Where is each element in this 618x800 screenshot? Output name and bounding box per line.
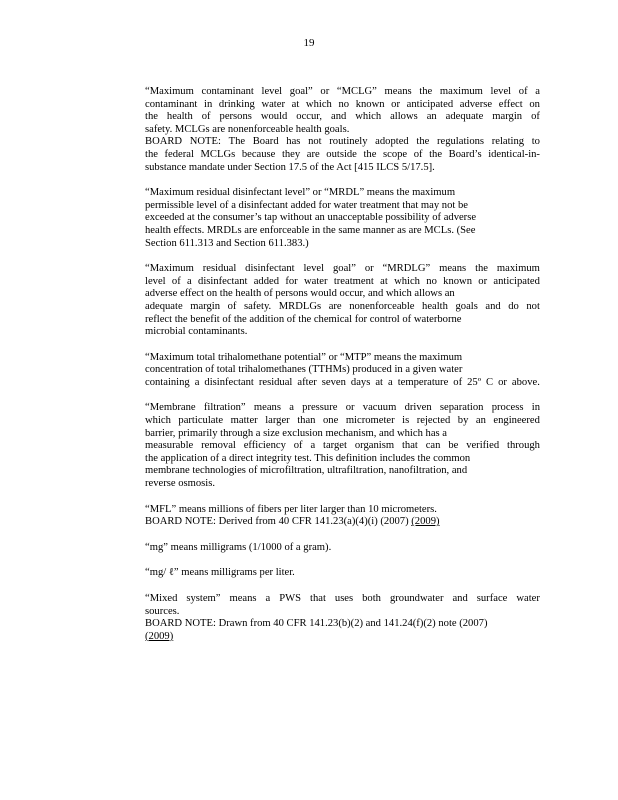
word: both [362, 593, 381, 604]
line-text: permissible level of a disinfectant added for water treatment that may not be [145, 199, 468, 211]
word: identical-in- [488, 148, 540, 160]
word: the [416, 136, 430, 148]
word: of [531, 111, 540, 123]
line-text: microbial contaminants. [145, 326, 248, 338]
word: of [171, 275, 181, 287]
text-line [145, 136, 540, 149]
word: treatment [333, 275, 374, 287]
word: allows [390, 111, 418, 123]
word: a [535, 86, 540, 97]
word: process [491, 402, 524, 414]
word: regulations [436, 136, 485, 148]
definition-paragraph [145, 542, 540, 555]
word: anticipated [406, 98, 454, 110]
word: which [394, 275, 420, 287]
word: level [490, 86, 512, 97]
line-text: sources. [145, 605, 180, 617]
word: can [425, 440, 441, 452]
word: vacuum [362, 402, 397, 414]
word: matter [230, 415, 258, 427]
word: Board’s [448, 148, 482, 160]
word: which [305, 98, 332, 110]
definition-paragraph [145, 567, 540, 580]
word: efficiency [243, 440, 286, 452]
word: water [261, 98, 285, 110]
word: a [194, 376, 200, 388]
word: measurable [145, 440, 194, 452]
word: be [448, 440, 459, 452]
line-text: the application of a direct integrity test. This definition includes the common [145, 452, 471, 464]
word: particulate [178, 415, 224, 427]
word: the [475, 263, 489, 275]
word: days [350, 376, 371, 388]
definition-paragraph [145, 263, 540, 339]
word: filtration” [203, 402, 246, 414]
page-number: 19 [303, 37, 315, 49]
word: disinfectant [198, 275, 248, 287]
line-text: reflect the benefit of the addition of the chemical for control of waterborne [145, 313, 462, 325]
text-line [145, 428, 540, 441]
word: means [253, 402, 281, 414]
word: of [227, 300, 237, 312]
word: uses [334, 593, 354, 604]
word: surface [476, 593, 508, 604]
line-text: membrane technologies of microfiltration, ultrafiltration, nanofiltration, and [145, 465, 468, 477]
word: “MRDLG” [382, 263, 431, 275]
word: drinking [218, 98, 255, 110]
text-line [145, 352, 540, 365]
word: verified [466, 440, 500, 452]
word: at [291, 98, 300, 110]
text-line [145, 263, 540, 276]
word: or [320, 86, 330, 97]
word: they [281, 148, 301, 160]
definition-paragraph [145, 352, 540, 390]
definition-paragraph [145, 504, 540, 529]
line-text: “Maximum residual disinfectant level” or “MRDL” means the maximum [145, 187, 456, 199]
word: larger [265, 415, 290, 427]
word: for [285, 275, 298, 287]
word: because [241, 148, 276, 160]
word: which [355, 111, 382, 123]
text-line [145, 618, 540, 631]
word: micrometer [345, 415, 395, 427]
word: by [457, 415, 469, 427]
text-line [145, 149, 540, 162]
word: is [402, 415, 410, 427]
definition-paragraph [145, 187, 540, 250]
word: no [338, 98, 350, 110]
text-line [145, 238, 540, 251]
word: of [453, 376, 463, 388]
word: or [498, 376, 507, 388]
word: persons [219, 111, 252, 123]
line-text: exceeded at the consumer’s tap without an unacceptable possibility of adverse [145, 212, 477, 224]
word: adequate [145, 300, 183, 312]
word: containing [145, 376, 190, 388]
text-line [145, 99, 540, 112]
word: the [429, 148, 443, 160]
word: one [323, 415, 339, 427]
line-text: “MFL” means millions of fibers per liter larger than 10 micrometers. [145, 503, 437, 515]
word: no [426, 275, 437, 287]
word: known [443, 275, 472, 287]
text-line [145, 542, 540, 555]
word: maximum [496, 263, 540, 275]
text-line [145, 377, 540, 390]
word: anticipated [493, 275, 540, 287]
word: water [303, 275, 328, 287]
text-line [145, 453, 540, 466]
word: The [228, 136, 246, 148]
line-text: safety. MCLGs are nonenforceable health goals. [145, 123, 350, 135]
word: are [328, 300, 342, 312]
word: of [293, 440, 303, 452]
word: contaminant [201, 86, 254, 97]
line-text: BOARD NOTE: Drawn from 40 CFR 141.23(b)(2) and 141.24(f)(2) note (2007) [145, 618, 488, 630]
text-line [145, 276, 540, 289]
line-text: Section 611.313 and Section 611.383.) [145, 237, 309, 249]
word: through [507, 440, 540, 452]
line-text: “mg/ ℓ” means milligrams per liter. [145, 567, 295, 579]
word: an [426, 111, 437, 123]
line-text: substance mandate under Section 17.5 of the Act [415 ILCS 5/17.5]. [145, 161, 435, 173]
page-body [145, 86, 540, 656]
word: added [253, 275, 280, 287]
word: disinfectant [245, 263, 295, 275]
line-text: reverse osmosis. [145, 478, 216, 490]
text-line [145, 326, 540, 339]
text-line [145, 440, 540, 453]
word: would [260, 111, 288, 123]
line-text: concentration of total trihalomethanes (TTHMs) produced in a given water [145, 364, 463, 376]
word: C [486, 376, 494, 388]
word: and [331, 111, 347, 123]
text-line [145, 364, 540, 377]
inserted-text: (2009) [411, 516, 440, 528]
word: of [201, 111, 211, 123]
line-text: adverse effect on the health of persons would occur, and which allows an [145, 288, 455, 300]
word: a [388, 376, 393, 388]
word: system” [186, 593, 221, 604]
word: MCLGs [200, 148, 236, 160]
text-line [145, 631, 540, 644]
word: a [310, 440, 316, 452]
text-line [145, 212, 540, 225]
word: which [145, 415, 171, 427]
word: on [529, 98, 540, 110]
word: of [413, 148, 423, 160]
word: MRDLGs [278, 300, 322, 312]
text-line [145, 314, 540, 327]
word: health [422, 300, 448, 312]
text-line [145, 225, 540, 238]
word: removal [201, 440, 236, 452]
word: than [297, 415, 316, 427]
word: BOARD [145, 136, 183, 148]
word: the [363, 148, 377, 160]
word: residual [202, 263, 237, 275]
word: the [145, 148, 158, 160]
text-line [145, 606, 540, 619]
word: known [355, 98, 385, 110]
word: means [229, 593, 257, 604]
word: target [323, 440, 347, 452]
word: effect [498, 98, 523, 110]
line-text: BOARD NOTE: Derived from 40 CFR 141.23(a)(4)(i) (2007) [145, 516, 412, 528]
word: or [391, 98, 400, 110]
word: “Maximum [145, 263, 194, 275]
word: adopted [375, 136, 409, 148]
line-text: “Maximum total trihalomethane potential” or “MTP” means the maximum [145, 351, 463, 363]
word: level [261, 86, 283, 97]
word: Board [252, 136, 279, 148]
word: driven [404, 402, 432, 414]
word: temperature [397, 376, 449, 388]
word: at [380, 275, 388, 287]
word: contaminant [145, 98, 198, 110]
word: rejected [416, 415, 451, 427]
word: an [475, 415, 486, 427]
text-line [145, 111, 540, 124]
text-line [145, 593, 540, 606]
word: pressure [302, 402, 338, 414]
word: margin [190, 300, 221, 312]
word: residual [258, 376, 293, 388]
text-line [145, 516, 540, 529]
word: 25º [467, 376, 482, 388]
word: or [345, 402, 355, 414]
word: goal” [289, 86, 313, 97]
text-line [145, 86, 540, 99]
word: or [478, 275, 488, 287]
text-line [145, 402, 540, 415]
word: not [526, 300, 540, 312]
word: a [187, 275, 192, 287]
text-line [145, 187, 540, 200]
word: scope [383, 148, 408, 160]
word: a [289, 402, 294, 414]
word: in [204, 98, 213, 110]
line-text: barrier, primarily through a size exclusion mechanism, and which has a [145, 427, 447, 439]
text-line [145, 124, 540, 137]
word: that [401, 440, 418, 452]
text-line [145, 465, 540, 478]
word: above. [511, 376, 540, 388]
text-line [145, 162, 540, 175]
word: of [518, 86, 528, 97]
word: do [508, 300, 519, 312]
word: not [308, 136, 322, 148]
text-line [145, 567, 540, 580]
word: that [310, 593, 326, 604]
word: means [384, 86, 412, 97]
word: after [297, 376, 317, 388]
definition-paragraph [145, 593, 540, 643]
inserted-text: (2009) [145, 630, 174, 642]
word: seven [321, 376, 346, 388]
line-text: “mg” means milligrams (1/1000 of a gram). [145, 541, 332, 553]
word: maximum [439, 86, 483, 97]
word: a [265, 593, 271, 604]
word: to [531, 136, 540, 148]
word: and [485, 300, 501, 312]
word: outside [326, 148, 357, 160]
word: “MCLG” [336, 86, 377, 97]
word: disinfectant [204, 376, 254, 388]
word: the [145, 111, 158, 123]
word: in [531, 402, 540, 414]
word: organism [354, 440, 395, 452]
word: are [306, 148, 320, 160]
word: “Membrane [145, 402, 196, 414]
word: level [303, 263, 325, 275]
text-line [145, 504, 540, 517]
word: separation [439, 402, 484, 414]
word: PWS [279, 593, 302, 604]
word: or [364, 263, 374, 275]
definition-paragraph [145, 86, 540, 174]
word: NOTE: [189, 136, 221, 148]
word: level [145, 275, 166, 287]
word: “Maximum [145, 86, 194, 97]
text-line [145, 200, 540, 213]
word: and [452, 593, 468, 604]
text-line [145, 301, 540, 314]
text-line [145, 478, 540, 491]
definition-paragraph [145, 402, 540, 490]
line-text: health effects. MRDLs are enforceable in the same manner as are MCLs. (See [145, 224, 476, 236]
word: routinely [329, 136, 368, 148]
word: means [439, 263, 467, 275]
word: “Mixed [145, 593, 178, 604]
word: occur, [296, 111, 323, 123]
word: has [286, 136, 301, 148]
word: at [375, 376, 383, 388]
word: safety. [243, 300, 272, 312]
word: federal [164, 148, 194, 160]
word: adverse [459, 98, 493, 110]
text-line [145, 288, 540, 301]
word: goals [455, 300, 478, 312]
text-line [145, 415, 540, 428]
word: adequate [445, 111, 484, 123]
word: margin [492, 111, 523, 123]
word: goal” [332, 263, 356, 275]
word: health [166, 111, 193, 123]
word: relating [491, 136, 525, 148]
word: nonenforceable [349, 300, 415, 312]
word: water [516, 593, 540, 604]
word: engineered [493, 415, 540, 427]
word: the [419, 86, 433, 97]
word: groundwater [389, 593, 444, 604]
